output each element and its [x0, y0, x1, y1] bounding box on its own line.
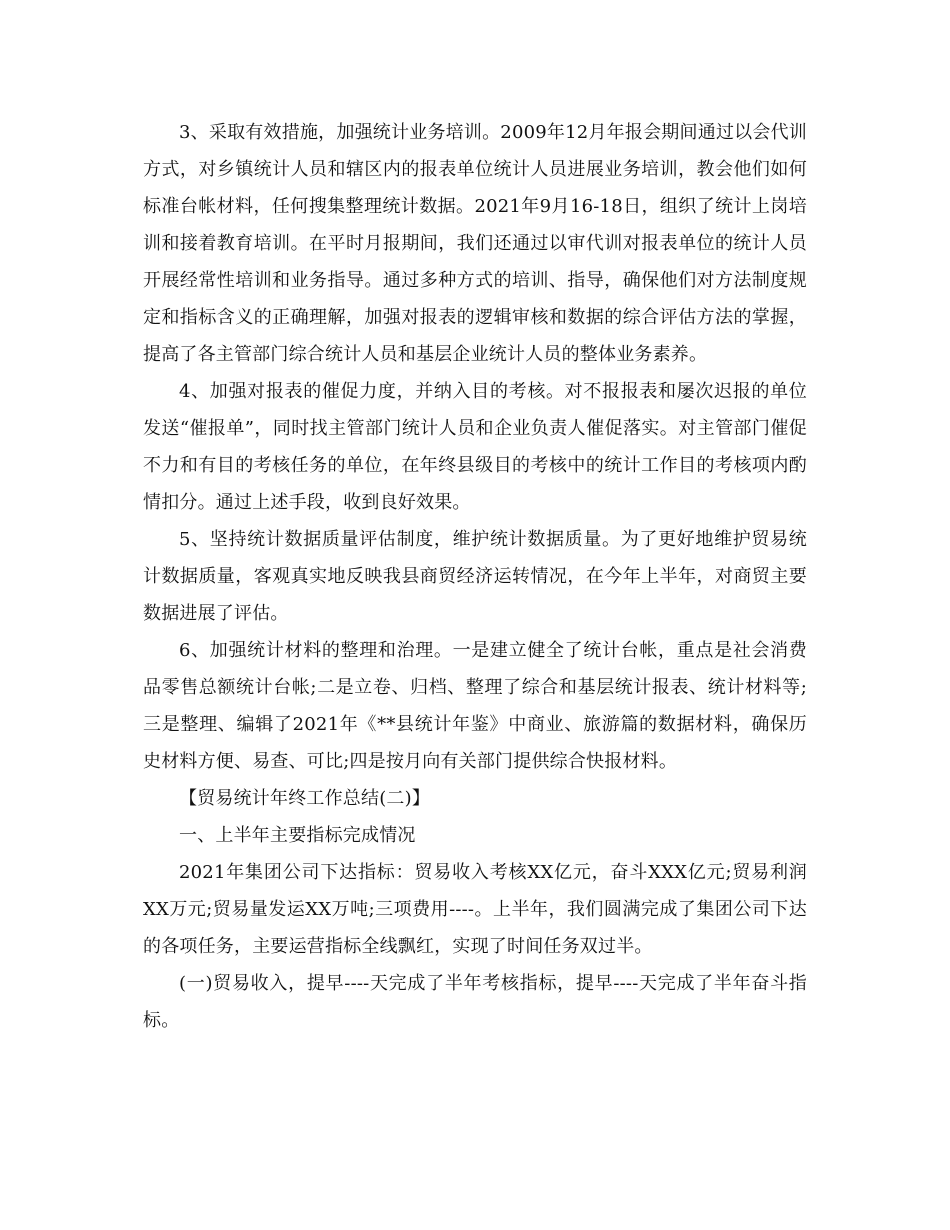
paragraph-urging: 4、加强对报表的催促力度，并纳入目的考核。对不报报表和屡次迟报的单位发送“催报单”，同时找主管部门统计人员和企业负责人催促落实。对主管部门催促不力和有目的考核任务的单位，在年终县级目的考核中的统计工作目的考核项内酌情扣分。通过上述手段，收到良好效果。: [143, 381, 807, 513]
document-body: [143, 114, 807, 1039]
paragraph-revenue: (一)贸易收入，提早----天完成了半年考核指标，提早----天完成了半年奋斗指标。: [143, 973, 807, 1031]
subsection-heading: 一、上半年主要指标完成情况: [179, 825, 416, 846]
paragraph-targets: 2021年集团公司下达指标：贸易收入考核XX亿元，奋斗XXX亿元;贸易利润XX万元;贸易量发运XX万吨;三项费用----。上半年，我们圆满完成了集团公司下达的各项任务，主要运营指标全线飘红，实现了时间任务双过半。: [143, 862, 807, 957]
paragraph-material-management: 6、加强统计材料的整理和治理。一是建立健全了统计台帐，重点是社会消费品零售总额统计台帐;二是立卷、归档、整理了综合和基层统计报表、统计材料等;三是整理、编辑了2021年《**县统计年鉴》中商业、旅游篇的数据材料，确保历史材料方便、易查、可比;四是按月向有关部门提供综合快报材料。: [143, 640, 807, 772]
paragraph-training: 3、采取有效措施，加强统计业务培训。2009年12月年报会期间通过以会代训方式，对乡镇统计人员和辖区内的报表单位统计人员进展业务培训，教会他们如何标准台帐材料，任何搜集整理统计数据。2021年9月16-18日，组织了统计上岗培训和接着教育培训。在平时月报期间，我们还通过以审代训对报表单位的统计人员开展经常性培训和业务指导。通过多种方式的培训、指导，确保他们对方法制度规定和指标含义的正确理解，加强对报表的逻辑审核和数据的综合评估方法的掌握，提高了各主管部门综合统计人员和基层企业统计人员的整体业务素养。: [143, 122, 807, 365]
paragraph-quality-evaluation: 5、坚持统计数据质量评估制度，维护统计数据质量。为了更好地维护贸易统计数据质量，客观真实地反映我县商贸经济运转情况，在今年上半年，对商贸主要数据进展了评估。: [143, 529, 807, 624]
section-title: 【贸易统计年终工作总结(二)】: [179, 788, 431, 809]
